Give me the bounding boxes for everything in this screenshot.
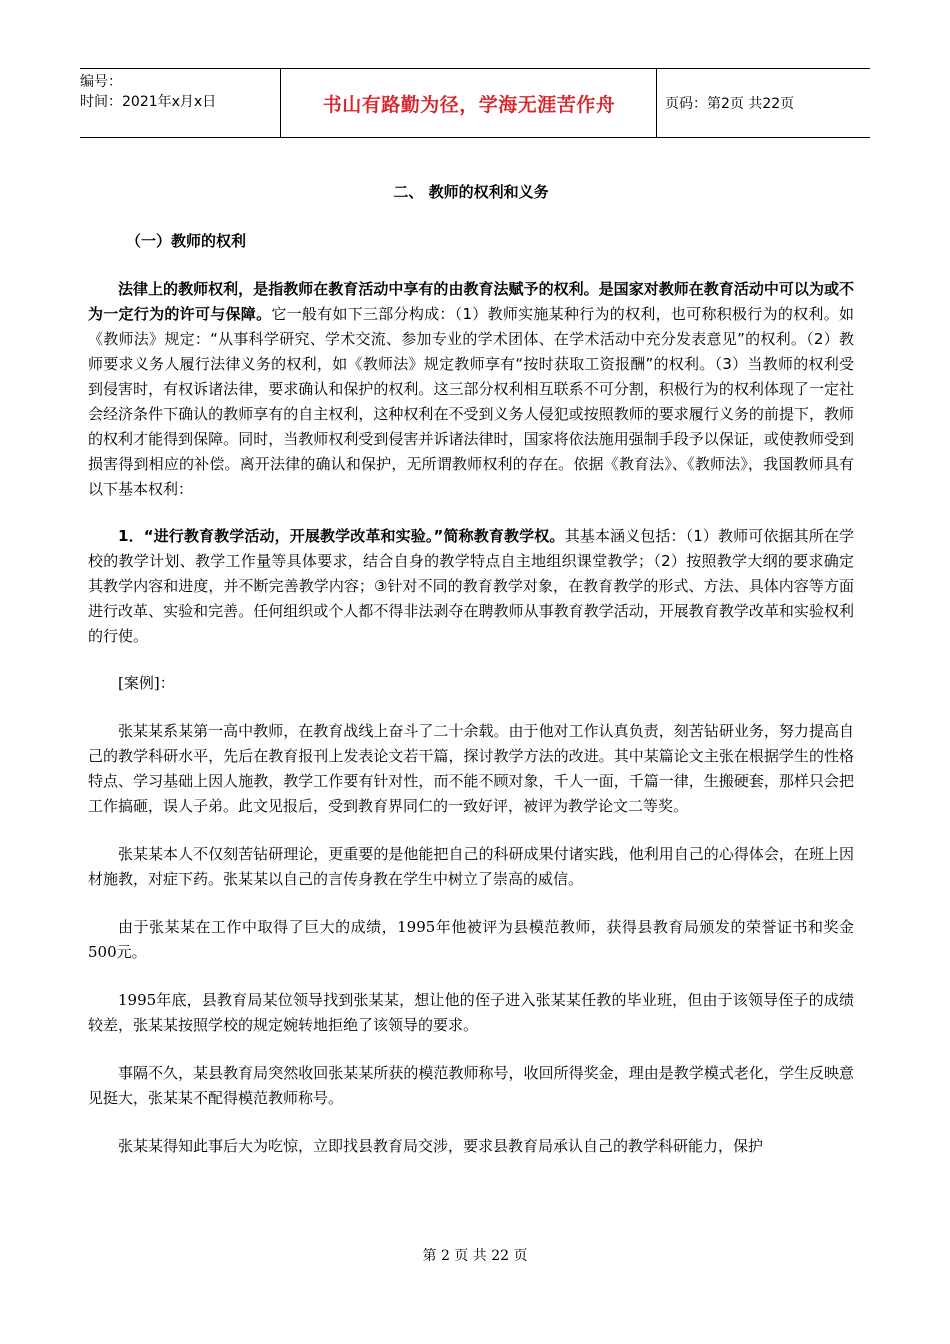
case-paragraph: 张某某本人不仅刻苦钻研理论，更重要的是他能把自己的科研成果付诸实践，他利用自己的心得体会，在班上因材施教，对症下药。张某某以自己的言传身教在学生中树立了崇高的威信。 [88,845,854,888]
page-footer: 第 2 页 共 22 页 [422,1248,528,1264]
paragraph-text: 它一般有如下三部分构成：（1）教师实施某种行为的权利，也可称积极行为的权利。如《教师法》规定：“从事科学研究、学术交流、参加专业的学术团体、在学术活动中充分发表意见”的权利。（2）教师要求义务人履行法律义务的权利，如《教师法》规定教师享有“按时获取工资报酬”的权利。（3）当教师的权利受到侵害时，有权诉诸法律，要求确认和保护的权利。这三部分权利相互联系不可分割，积极行为的权利体现了一定社会经济条件下确认的教师享有的自主权利，这种权利在不受到义务人侵犯或按照教师的要求履行义务的前提下，教师的权利才能得到保障。同时，当教师权利受到侵害并诉诸法律时，国家将依法施用强制手段予以保证，或使教师受到损害得到相应的补偿。离开法律的确认和保护，无所谓教师权利的存在。依据《教育法》、《教师法》，我国教师具有以下基本权利： [88,305,854,498]
subsection-title: （一）教师的权利 [126,232,247,250]
paragraph-bold-lead: 法律上的教师权利，是指教师在教育活动中享有的由教育法赋予的权利。是国家对教师在教育活动中可以为或不为一定行为的许可与保障。 [88,280,854,323]
header-page-cell [657,69,870,137]
case-paragraph: 张某某系某第一高中教师，在教育战线上奋斗了二十余载。由于他对工作认真负责，刻苦钻研业务，努力提高自己的教学科研水平，先后在教育报刊上发表论文若干篇，探讨教学方法的改进。其中某篇论文主张在根据学生的性格特点、学习基础上因人施教，教学工作要有针对性，而不能不顾对象，千人一面，千篇一律，生搬硬套，那样只会把工作搞砸，误人子弟。此文见报后，受到教育界同仁的一致好评，被评为教学论文二等奖。 [88,722,854,815]
case-paragraph: 由于张某某在工作中取得了巨大的成绩，1995年他被评为县模范教师，获得县教育局颁发的荣誉证书和奖金500元。 [88,918,854,961]
section-title: 二、 教师的权利和义务 [393,183,549,201]
paragraph-rights-definition [88,277,854,502]
header-motto-cell [282,69,657,137]
paragraph-bold-lead: 1．“进行教育教学活动，开展教学改革和实验。”简称教育教学权。 [118,527,565,545]
motto-text: 书山有路勤为径，学海无涯苦作舟 [322,93,616,116]
case-paragraph: 事隔不久，某县教育局突然收回张某某所获的模范教师称号，收回所得奖金，理由是教学模式老化，学生反映意见挺大，张某某不配得模范教师称号。 [88,1064,854,1107]
page-label: 页码：第2页 共22页 [665,96,795,112]
header-left-cell [80,69,281,137]
case-paragraph: 张某某得知此事后大为吃惊，立即找县教育局交涉，要求县教育局承认自己的教学科研能力，保护 [118,1137,764,1155]
case-label: [案例]： [118,674,175,692]
case-paragraph: 1995年底，县教育局某位领导找到张某某，想让他的侄子进入张某某任教的毕业班，但由于该领导侄子的成绩较差，张某某按照学校的规定婉转地拒绝了该领导的要求。 [88,991,854,1034]
time-label: 时间：2021年x月x日 [80,94,217,110]
paragraph-teaching-right [88,524,854,649]
paragraph-text: 其基本涵义包括：（1）教师可依据其所在学校的教学计划、教学工作量等具体要求，结合自身的教学特点自主地组织课堂教学；（2）按照教学大纲的要求确定其教学内容和进度，并不断完善教学内容；③针对不同的教育教学对象，在教育教学的形式、方法、具体内容等方面进行改革、实验和完善。任何组织或个人都不得非法剥夺在聘教师从事教育教学活动，开展教育教学改革和实验权利的行使。 [88,527,854,645]
number-label: 编号： [80,74,122,90]
page-header [80,68,870,138]
document-body [88,180,854,1182]
